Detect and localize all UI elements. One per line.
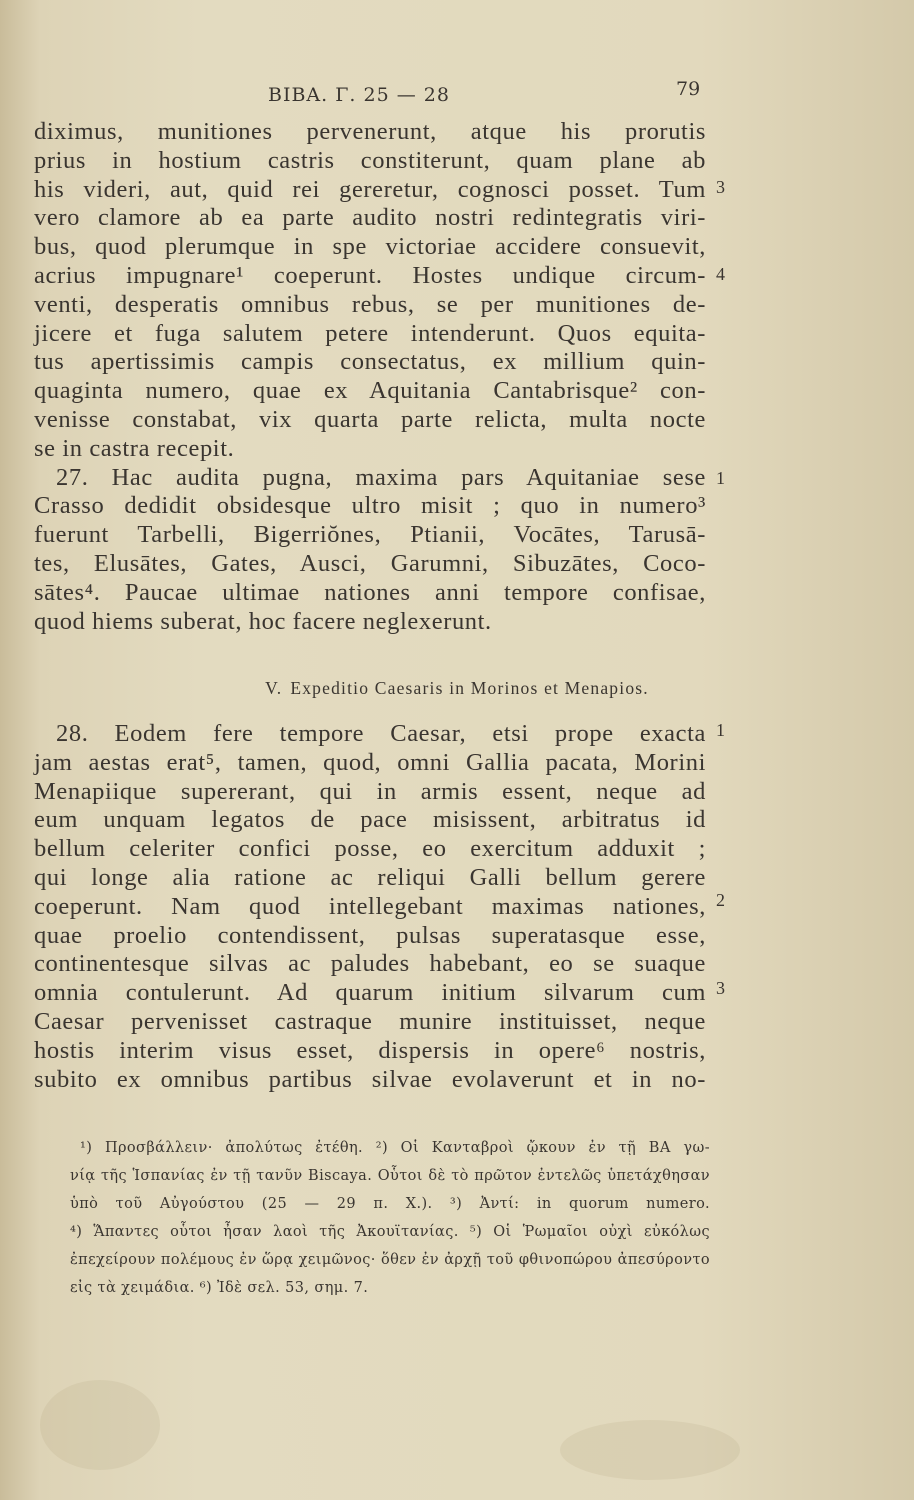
text-line: venti, desperatis omnibus rebus, se per munitiones de- — [34, 290, 706, 318]
text-line: se in castra recepit. — [34, 434, 235, 462]
text-line: Crasso dedidit obsidesque ultro misit ; quo in numero³ — [34, 492, 706, 520]
footnote-line: ἐπεχείρουν πολέμους ἐν ὥρᾳ χειμῶνος· ὅθεν ἐν ἀρχῇ τοῦ φθινοπώρου ἀπεσύροντο — [70, 1252, 710, 1268]
section-heading — [0, 678, 914, 699]
text-line: tus apertissimis campis consectatus, ex millium quin- — [34, 348, 706, 376]
text-line: diximus, munitiones pervenerunt, atque his prorutis — [34, 118, 706, 145]
text-line: 28. Eodem fere tempore Caesar, etsi prope exacta — [56, 720, 706, 747]
text-line: hostis interim visus esset, dispersis in opere⁶ nostris, — [34, 1036, 706, 1064]
text-line: coeperunt. Nam quod intellegebant maximas nationes, — [34, 892, 706, 920]
text-line: sātes⁴. Paucae ultimae nationes anni tempore confisae, — [34, 578, 706, 606]
text-line: vero clamore ab ea parte audito nostri redintegratis viri- — [34, 204, 706, 232]
text-line: subito ex omnibus partibus silvae evolaverunt et in no- — [34, 1065, 706, 1093]
text-line: quae proelio contendissent, pulsas superatasque esse, — [34, 921, 706, 949]
margin-section-number: 2 — [716, 890, 725, 910]
footnote-line: ὑπὸ τοῦ Αὐγούστου (25 — 29 π. Χ.). ³) Ἀντί: in quorum numero. — [70, 1196, 710, 1212]
text-line: acrius impugnare¹ coeperunt. Hostes undique circum- — [34, 261, 706, 289]
paragraph-27-cont — [34, 492, 706, 636]
paragraph-27 — [34, 464, 706, 493]
text-line: quod hiems suberat, hoc facere neglexerunt. — [34, 607, 492, 635]
text-line: his videri, aut, quid rei gereretur, cognosci posset. Tum — [34, 175, 706, 203]
text-line: tes, Elusātes, Gates, Ausci, Garumni, Sibuzātes, Coco- — [34, 549, 706, 577]
text-line: bellum celeriter confici posse, eo exercitum adduxit ; — [34, 835, 706, 863]
text-line: continentesque silvas ac paludes habebant, eo se suaque — [34, 950, 706, 978]
margin-section-number: 3 — [716, 978, 725, 998]
text-line: omnia contulerunt. Ad quarum initium silvarum cum — [34, 979, 706, 1007]
text-line: quaginta numero, quae ex Aquitania Cantabrisque² con- — [34, 377, 706, 405]
paragraph-28-cont — [34, 749, 706, 1095]
text-line: 27. Hac audita pugna, maxima pars Aquitaniae sese — [56, 463, 706, 491]
text-line: venisse constabat, vix quarta parte relicta, multa nocte — [34, 405, 706, 433]
text-line: jam aestas erat⁵, tamen, quod, omni Gallia pacata, Morini — [34, 748, 706, 776]
section-number: V. — [265, 678, 283, 698]
main-text — [34, 118, 706, 636]
text-line: Caesar pervenisset castraque munire instituisset, neque — [34, 1007, 706, 1035]
text-line: fuerunt Tarbelli, Bigerriŏnes, Ptianii, Vocātes, Tarusā- — [34, 521, 706, 549]
margin-section-number: 1 — [716, 720, 725, 740]
section-title: Expeditio Caesaris in Morinos et Menapios. — [290, 678, 649, 698]
running-title: BIBA. Γ. 25 — 28 — [268, 84, 450, 106]
margin-section-number: 3 — [716, 177, 725, 197]
text-line: Menapiique supererant, qui in armis essent, neque ad — [34, 777, 706, 805]
main-text-28 — [34, 720, 706, 1094]
margin-section-number: 4 — [716, 264, 725, 284]
footnote-line: ¹) Προσβάλλειν· ἀπολύτως ἐτέθη. ²) Οἱ Κανταβροὶ ᾤκουν ἐν τῇ ΒΑ γω- — [80, 1140, 710, 1156]
text-line: eum unquam legatos de pace misissent, arbitratus id — [34, 806, 706, 834]
paragraph-28 — [34, 720, 706, 749]
text-line: bus, quod plerumque in spe victoriae accidere consuevit, — [34, 233, 706, 261]
footnote-line: εἰς τὰ χειμάδια. ⁶) Ἰδὲ σελ. 53, σημ. 7. — [70, 1280, 369, 1296]
paragraph-continued — [34, 118, 706, 464]
footnote-line: νίᾳ τῆς Ἱσπανίας ἐν τῇ τανῦν Biscaya. Οὗτοι δὲ τὸ πρῶτον ἐντελῶς ὑπετάχθησαν — [70, 1168, 710, 1184]
running-header — [0, 78, 914, 114]
text-line: prius in hostium castris constiterunt, quam plane ab — [34, 146, 706, 174]
text-line: qui longe alia ratione ac reliqui Galli bellum gerere — [34, 863, 706, 891]
page-number: 79 — [676, 78, 701, 100]
footnotes — [70, 1134, 710, 1302]
text-line: jicere et fuga salutem petere intenderunt. Quos equita- — [34, 319, 706, 347]
paper-stain — [40, 1380, 160, 1470]
paper-stain — [560, 1420, 740, 1480]
footnote-line: ⁴) Ἅπαντες οὗτοι ἦσαν λαοὶ τῆς Ἀκουϊτανίας. ⁵) Οἱ Ῥωμαῖοι οὐχὶ εὐκόλως — [70, 1224, 710, 1240]
margin-section-number: 1 — [716, 468, 725, 488]
